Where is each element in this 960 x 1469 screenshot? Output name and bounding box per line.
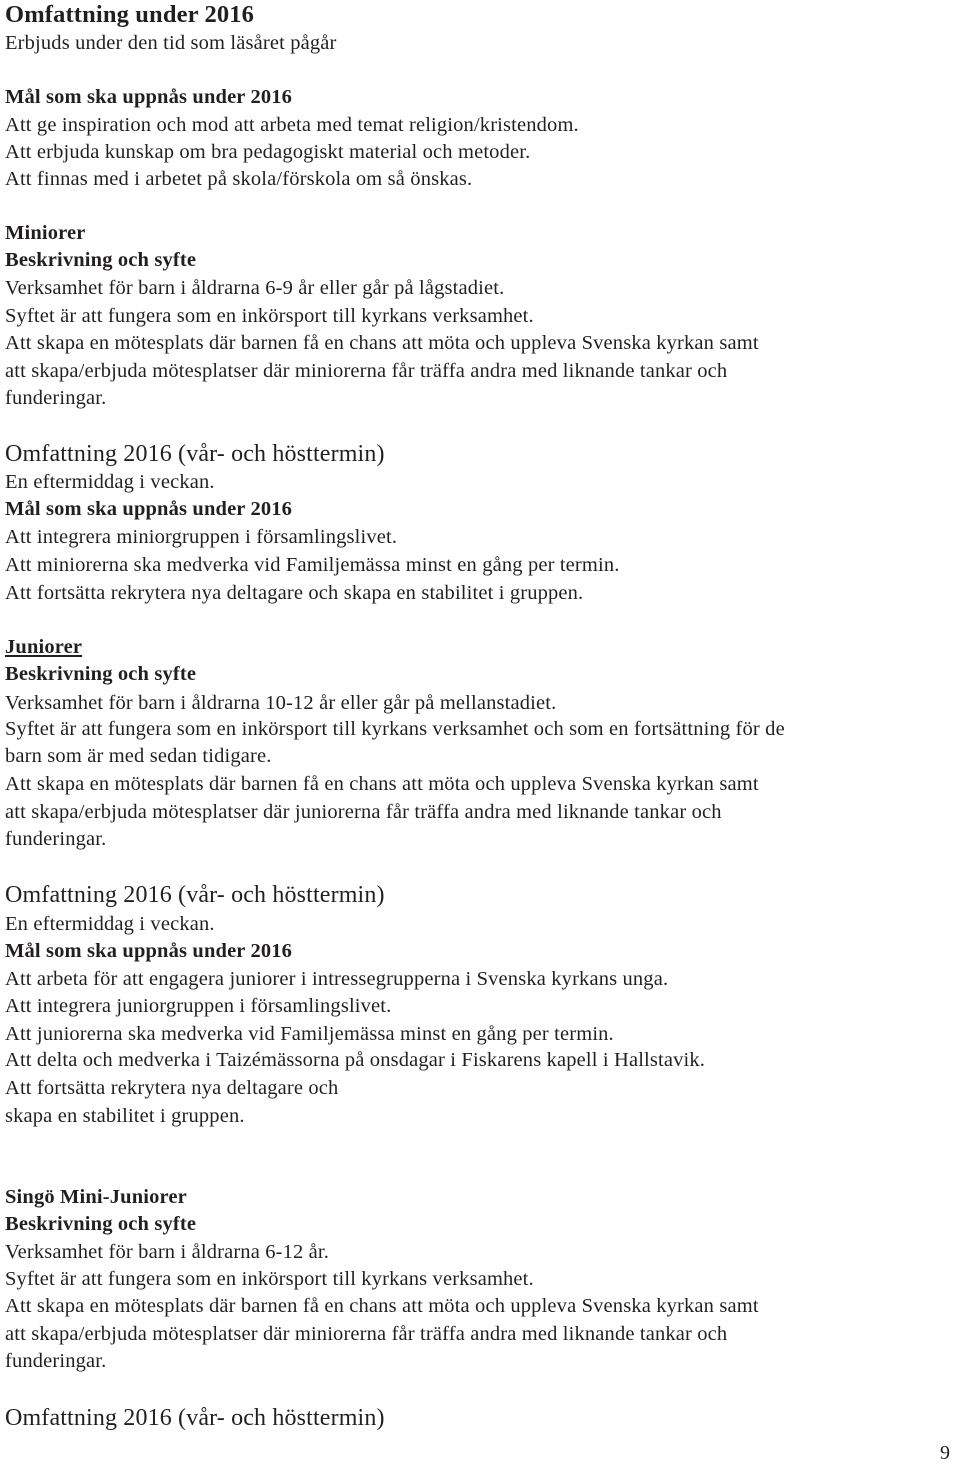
text-line: Att arbeta för att engagera juniorer i intressegrupperna i Svenska kyrkans unga. (5, 968, 669, 990)
text-line: barn som är med sedan tidigare. (5, 745, 272, 767)
text-line: funderingar. (5, 828, 107, 850)
section-heading: Omfattning 2016 (vår- och hösttermin) (5, 441, 385, 467)
section-heading: Omfattning under 2016 (5, 1, 255, 28)
text-line: att skapa/erbjuda mötesplatser där juniorerna får träffa andra med liknande tankar och (5, 801, 722, 823)
text-line: att skapa/erbjuda mötesplatser där miniorerna får träffa andra med liknande tankar och (5, 360, 728, 382)
text-line: Att miniorerna ska medverka vid Familjemässa minst en gång per termin. (5, 554, 620, 576)
group-heading: Juniorer (5, 636, 83, 658)
page-number: 9 (940, 1442, 950, 1464)
section-heading: Omfattning 2016 (vår- och hösttermin) (5, 1405, 385, 1431)
text-line: Verksamhet för barn i åldrarna 6-12 år. (5, 1241, 330, 1263)
text-line: funderingar. (5, 387, 107, 409)
text-line: Att integrera miniorgruppen i församlingslivet. (5, 526, 398, 548)
subheading: Beskrivning och syfte (5, 663, 197, 685)
group-heading: Miniorer (5, 222, 86, 244)
text-line: Att fortsätta rekrytera nya deltagare och (5, 1077, 339, 1099)
text-line: Att skapa en mötesplats där barnen få en chans att möta och uppleva Svenska kyrkan samt (5, 773, 759, 795)
section-heading: Omfattning 2016 (vår- och hösttermin) (5, 882, 385, 908)
text-line: Syftet är att fungera som en inkörsport till kyrkans verksamhet. (5, 1268, 534, 1290)
text-line: Att finnas med i arbetet på skola/förskola om så önskas. (5, 168, 473, 190)
text-line: Att ge inspiration och mod att arbeta med temat religion/kristendom. (5, 114, 579, 136)
text-line: Verksamhet för barn i åldrarna 6-9 år eller går på lågstadiet. (5, 277, 505, 299)
subheading: Mål som ska uppnås under 2016 (5, 940, 293, 962)
text-line: Att juniorerna ska medverka vid Familjemässa minst en gång per termin. (5, 1023, 614, 1045)
subheading: Mål som ska uppnås under 2016 (5, 86, 293, 108)
text-line: Att fortsätta rekrytera nya deltagare och skapa en stabilitet i gruppen. (5, 582, 584, 604)
subheading: Mål som ska uppnås under 2016 (5, 498, 293, 520)
text-line: Erbjuds under den tid som läsåret pågår (5, 32, 337, 54)
text-line: Syftet är att fungera som en inkörsport till kyrkans verksamhet och som en fortsättning för de (5, 718, 785, 740)
text-line: Verksamhet för barn i åldrarna 10-12 år eller går på mellanstadiet. (5, 692, 557, 714)
text-line: Att skapa en mötesplats där barnen få en chans att möta och uppleva Svenska kyrkan samt (5, 332, 759, 354)
text-line: En eftermiddag i veckan. (5, 471, 215, 493)
subheading: Beskrivning och syfte (5, 249, 197, 271)
text-line: Att integrera juniorgruppen i församlingslivet. (5, 995, 392, 1017)
text-line: Att skapa en mötesplats där barnen få en chans att möta och uppleva Svenska kyrkan samt (5, 1295, 759, 1317)
text-line: Att erbjuda kunskap om bra pedagogiskt material och metoder. (5, 141, 531, 163)
text-line: En eftermiddag i veckan. (5, 913, 215, 935)
text-line: skapa en stabilitet i gruppen. (5, 1105, 245, 1127)
group-heading: Singö Mini-Juniorer (5, 1186, 187, 1208)
text-line: Att delta och medverka i Taizémässorna på onsdagar i Fiskarens kapell i Hallstavik. (5, 1049, 706, 1071)
text-line: funderingar. (5, 1350, 107, 1372)
subheading: Beskrivning och syfte (5, 1213, 197, 1235)
text-line: att skapa/erbjuda mötesplatser där miniorerna får träffa andra med liknande tankar och (5, 1323, 728, 1345)
text-line: Syftet är att fungera som en inkörsport till kyrkans verksamhet. (5, 305, 534, 327)
